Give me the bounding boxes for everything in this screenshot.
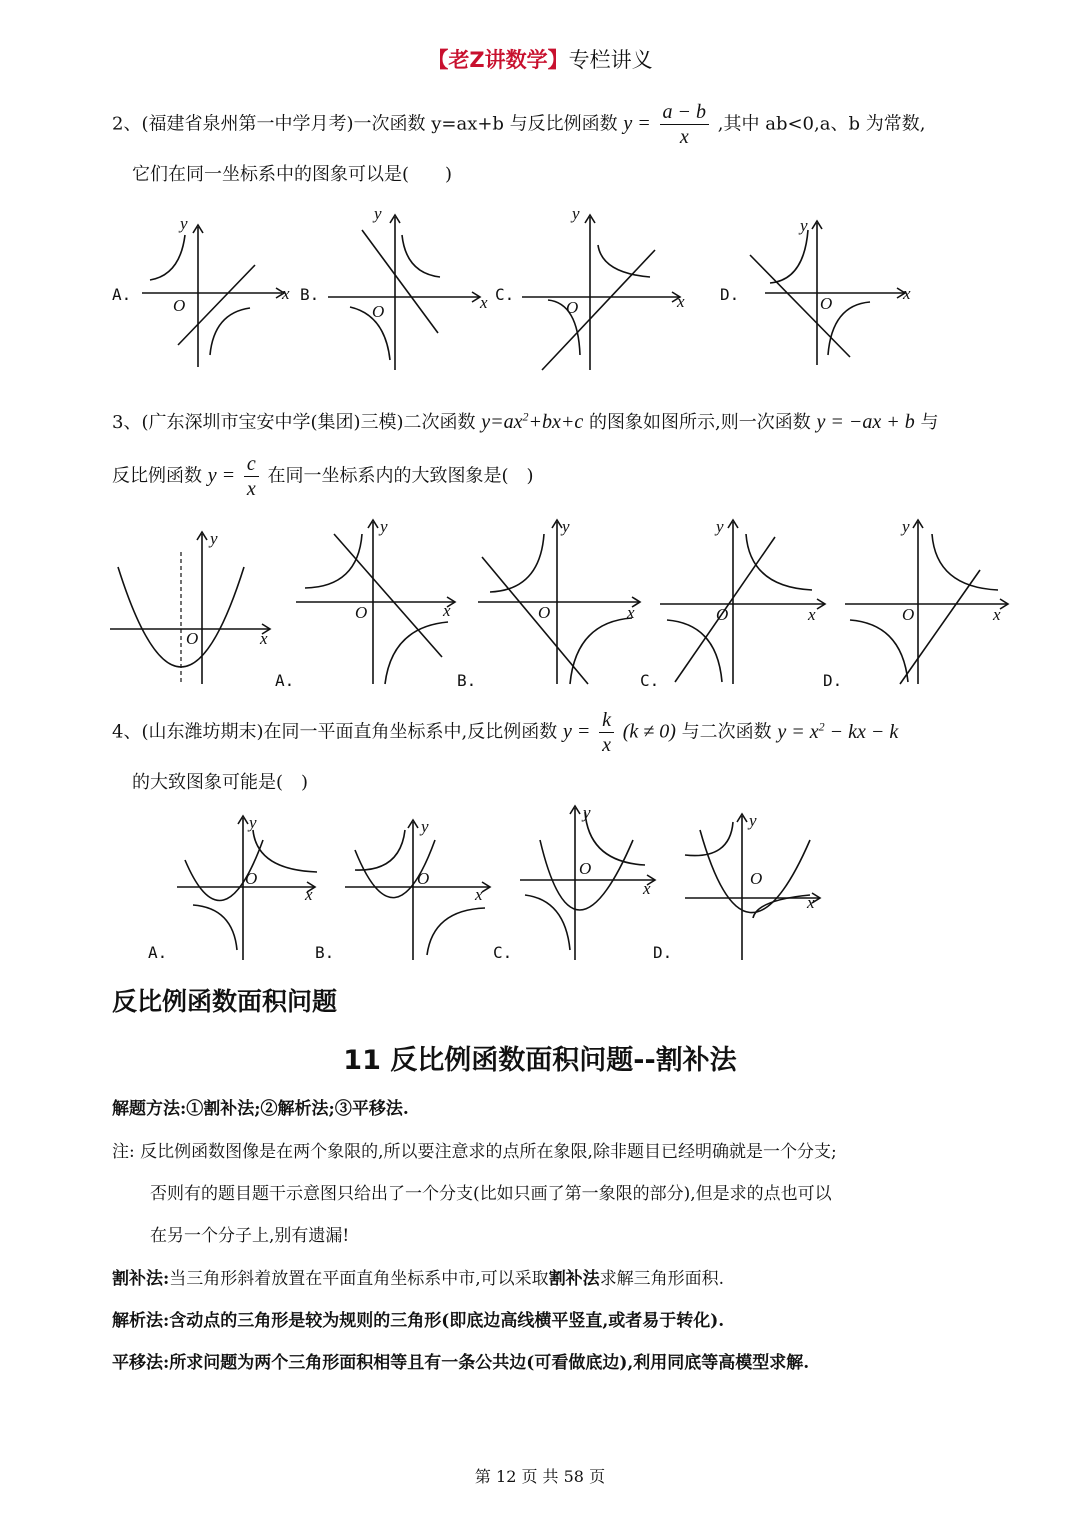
q3-text-post2: 在同一坐标系内的大致图象是( ) (267, 465, 534, 487)
q3-graph-d (823, 517, 1008, 690)
origin-label: O (186, 629, 199, 648)
origin-label: O (245, 869, 258, 888)
q4-graph-c (493, 803, 655, 962)
hyperbola-branch (150, 235, 185, 280)
note-label: 注: (112, 1142, 135, 1162)
x-axis-label: x (643, 879, 651, 898)
hyperbola-branch (305, 534, 362, 588)
x-axis-label: x (475, 885, 483, 904)
y-axis-label: y (902, 517, 910, 536)
pingyi-label: 平移法: (112, 1353, 170, 1373)
page-footer: 第 12 页 共 58 页 (474, 1467, 606, 1486)
q4-line1 (112, 708, 898, 757)
origin-label: O (902, 605, 915, 624)
q2-text-post: ,其中 ab<0,a、b 为常数, (717, 113, 926, 135)
y-axis-label: y (210, 529, 218, 548)
x-axis-label: x (282, 284, 290, 303)
hyperbola-branch (355, 830, 405, 870)
origin-label: O (566, 298, 579, 317)
y-axis-label: y (562, 517, 570, 536)
q3-option-d-label: D. (823, 671, 843, 690)
origin-label: O (538, 603, 551, 622)
q3-text-post: 与 (920, 412, 939, 433)
methods-text: ①割补法;②解析法;③平移法. (186, 1099, 409, 1119)
x-axis-label: x (808, 605, 816, 624)
gebu-line (112, 1264, 724, 1289)
q3-text-pre2: 反比例函数 (112, 465, 202, 487)
q4-frac-den: x (602, 734, 611, 756)
hyperbola-branch (667, 620, 722, 682)
q3-graph-a (275, 517, 455, 690)
hyperbola-branch (770, 230, 808, 283)
y-axis-label: y (800, 216, 808, 235)
x-axis-label: x (480, 293, 488, 312)
q2-frac-num: a − b (660, 100, 710, 125)
q4-option-a-label: A. (148, 943, 168, 962)
hyperbola-branch (850, 620, 908, 682)
hyperbola-branch (685, 822, 733, 856)
q3-line1 (112, 408, 938, 434)
q3-parabola-graph (110, 529, 270, 684)
linear-line (675, 537, 775, 682)
q3-figures (110, 512, 1020, 692)
q3-option-a-label: A. (275, 671, 295, 690)
y-axis-label: y (583, 803, 591, 822)
gebu-text-pre: 当三角形斜着放置在平面直角坐标系中市,可以采取 (169, 1269, 549, 1289)
q3-quadratic: $y=ax^2+bx+c$ (481, 409, 584, 433)
hyperbola-branch (598, 245, 650, 277)
hyperbola-branch (402, 235, 440, 277)
hyperbola-branch (525, 895, 570, 950)
q2-graph-b (300, 204, 488, 370)
q4-quadratic: $y = x^2$ − kx − k (777, 718, 899, 743)
q2-figures (110, 205, 1010, 380)
pingyi-text: 所求问题为两个三角形面积相等且有一条公共边(可看做底边),利用同底等高模型求解. (169, 1353, 810, 1373)
y-axis-label: y (716, 517, 724, 536)
q4-text-pre: 4、(山东潍坊期末)在同一平面直角坐标系中,反比例函数 (112, 721, 558, 743)
q3-fraction (244, 452, 259, 501)
q3-y-eq: y = (207, 464, 236, 487)
y-axis-label: y (374, 204, 382, 223)
q4-frac-num: k (599, 708, 614, 733)
hyperbola-branch (490, 534, 544, 592)
q3-frac-num: c (244, 452, 259, 477)
parabola-curve (355, 840, 435, 898)
q4-text-mid: 与二次函数 (681, 721, 772, 743)
q2-graph-c (495, 204, 685, 370)
q2-option-a-label: A. (112, 285, 132, 304)
q3-option-b-label: B. (457, 671, 477, 690)
q4-figures (145, 800, 845, 965)
q4-option-c-label: C. (493, 943, 513, 962)
q4-graph-d (653, 811, 820, 962)
q4-option-d-label: D. (653, 943, 673, 962)
pingyi-line (112, 1348, 809, 1373)
origin-label: O (820, 294, 833, 313)
q4-line2: 的大致图象可能是( ) (132, 772, 309, 793)
hyperbola-branch (932, 534, 998, 590)
hyperbola-branch (585, 812, 645, 865)
note-line1 (112, 1137, 837, 1162)
lesson-title: 11 反比例函数面积问题--割补法 (343, 1045, 737, 1076)
q4-y-eq: y = (562, 720, 591, 743)
x-axis-label: x (305, 885, 313, 904)
q2-line1 (112, 100, 925, 149)
q2-option-b-label: B. (300, 285, 320, 304)
q2-option-d-label: D. (720, 285, 740, 304)
jiexi-label: 解析法: (112, 1311, 170, 1331)
origin-label: O (750, 869, 763, 888)
y-axis-label: y (421, 817, 429, 836)
note-text1: 反比例函数图像是在两个象限的,所以要注意求的点所在象限,除非题目已经明确就是一个分支; (140, 1142, 837, 1162)
q2-fraction (660, 100, 710, 149)
header-suffix: 专栏讲义 (568, 48, 653, 72)
gebu-text-bold: 割补法 (548, 1269, 600, 1289)
q4-fraction (599, 708, 614, 757)
x-axis-label: x (443, 601, 451, 620)
linear-line (750, 255, 850, 357)
q2-frac-den: x (679, 126, 689, 148)
q3-frac-den: x (246, 478, 256, 500)
q2-text-pre: 2、(福建省泉州第一中学月考)一次函数 y=ax+b 与反比例函数 (112, 113, 618, 135)
q2-y-eq: y = (623, 112, 651, 135)
y-axis-label: y (380, 517, 388, 536)
hyperbola-branch (210, 308, 250, 355)
linear-line (542, 250, 655, 370)
hyperbola-branch (746, 534, 812, 590)
jiexi-text: 含动点的三角形是较为规则的三角形(即底边高线横平竖直,或者易于转化). (169, 1311, 725, 1331)
q4-graph-a (148, 813, 317, 962)
linear-line (178, 265, 255, 345)
origin-label: O (716, 605, 729, 624)
gebu-label: 割补法: (112, 1269, 170, 1289)
y-axis-label: y (749, 811, 757, 830)
linear-line (900, 570, 980, 684)
origin-label: O (372, 302, 385, 321)
hyperbola-branch (828, 302, 870, 355)
hyperbola-branch (253, 830, 317, 872)
jiexi-line (112, 1306, 724, 1331)
x-axis-label: x (807, 893, 815, 912)
linear-line (482, 557, 588, 684)
origin-label: O (355, 603, 368, 622)
q2-line2: 它们在同一坐标系中的图象可以是( ) (132, 164, 453, 185)
header-brand: 【老Z讲数学】 (427, 48, 569, 72)
methods-label: 解题方法: (112, 1099, 187, 1119)
q3-text-mid: 的图象如图所示,则一次函数 (589, 412, 811, 433)
q3-graph-c (640, 517, 825, 690)
origin-label: O (417, 869, 430, 888)
origin-label: O (173, 296, 186, 315)
y-axis-label: y (572, 204, 580, 223)
methods-line (112, 1094, 409, 1119)
q4-condition: (k ≠ 0) (622, 720, 676, 743)
q2-graph-d (720, 216, 911, 365)
hyperbola-branch (193, 905, 237, 950)
y-axis-label: y (249, 813, 257, 832)
q4-graph-b (315, 817, 490, 962)
q3-line2 (112, 452, 534, 501)
page-header (0, 44, 1080, 74)
x-axis-label: x (627, 603, 635, 622)
hyperbola-branch (427, 908, 485, 955)
q2-option-c-label: C. (495, 285, 515, 304)
gebu-text-post: 求解三角形面积. (599, 1269, 725, 1289)
note-line2: 否则有的题目题干示意图只给出了一个分支(比如只画了第一象限的部分),但是求的点也可以 (150, 1184, 832, 1204)
note-line3: 在另一个分子上,别有遗漏! (150, 1226, 350, 1246)
x-axis-label: x (677, 292, 685, 311)
x-axis-label: x (903, 284, 911, 303)
origin-label: O (579, 859, 592, 878)
q3-linear: y = −ax + b (816, 411, 915, 433)
y-axis-label: y (180, 214, 188, 233)
q3-text-pre: 3、(广东深圳市宝安中学(集团)三模)二次函数 (112, 412, 476, 433)
q3-graph-b (457, 517, 640, 690)
q4-option-b-label: B. (315, 943, 335, 962)
q3-option-c-label: C. (640, 671, 660, 690)
section-title: 反比例函数面积问题 (112, 987, 338, 1016)
x-axis-label: x (260, 629, 268, 648)
linear-line (334, 534, 442, 657)
x-axis-label: x (993, 605, 1001, 624)
q2-graph-a (112, 214, 290, 367)
